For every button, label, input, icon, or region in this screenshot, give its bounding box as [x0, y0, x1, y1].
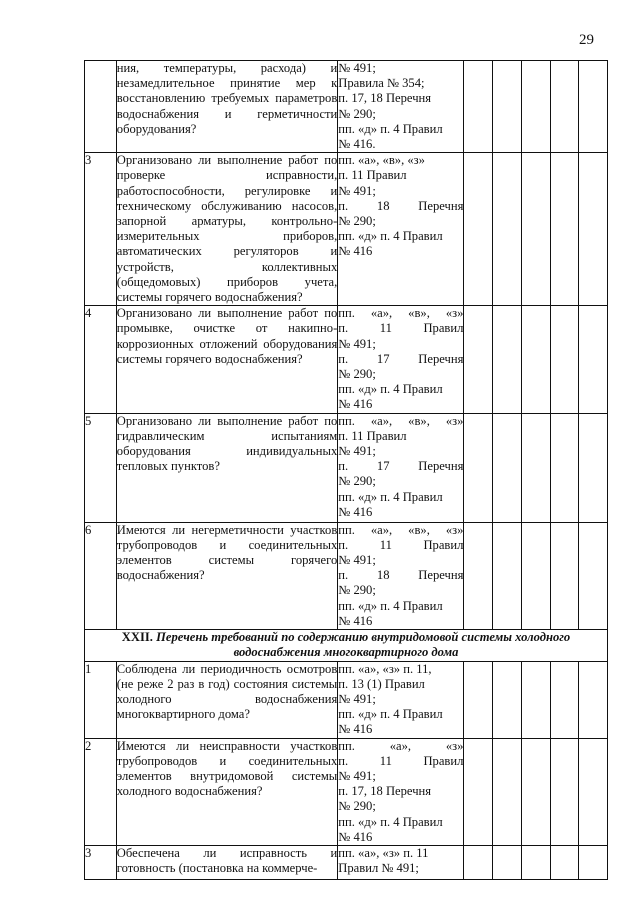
reference-token: п. 13 (1) Правил — [338, 676, 425, 691]
reference-token: пп. «д» п. 4 Правил — [338, 598, 443, 613]
reference-line — [338, 352, 463, 367]
reference-token: пп. — [338, 306, 355, 321]
section-title: Перечень требований по содержанию внутридомовой системы холодного водоснабжения многоквартирного дома — [156, 630, 571, 660]
answer-cell[interactable] — [464, 153, 493, 306]
legal-reference — [338, 522, 464, 629]
answer-cell[interactable] — [550, 153, 579, 306]
reference-token: «з» — [445, 306, 464, 321]
reference-token: 11 — [379, 537, 392, 552]
reference-line — [338, 677, 463, 692]
reference-line — [338, 153, 463, 168]
legal-reference — [338, 153, 464, 306]
reference-token: № 491; — [338, 691, 376, 706]
item-number: 3 — [85, 845, 117, 879]
item-number: 1 — [85, 661, 117, 738]
reference-token: № 491; — [338, 61, 376, 75]
reference-line — [338, 76, 463, 91]
reference-token: «в», — [408, 306, 430, 321]
answer-cell[interactable] — [464, 661, 493, 738]
reference-line — [338, 367, 463, 382]
reference-token: пп. «д» п. 4 Правил — [338, 707, 443, 722]
reference-line — [338, 830, 463, 845]
table-row — [85, 413, 608, 522]
reference-token: пп. — [338, 413, 355, 428]
reference-line — [338, 137, 463, 152]
reference-line — [338, 739, 463, 754]
answer-cell[interactable] — [521, 661, 550, 738]
reference-line — [338, 769, 463, 784]
legal-reference — [338, 413, 464, 522]
legal-reference — [338, 845, 464, 879]
reference-token: Правил — [423, 753, 464, 768]
reference-token: Правил — [423, 321, 464, 336]
item-number: 5 — [85, 413, 117, 522]
reference-line — [338, 459, 463, 474]
reference-line — [338, 429, 463, 444]
answer-cell[interactable] — [464, 306, 493, 413]
legal-reference — [338, 61, 464, 153]
answer-cell[interactable] — [550, 738, 579, 845]
reference-line — [338, 199, 463, 214]
reference-token: п. — [338, 321, 349, 336]
reference-token: п. 17, 18 Перечня — [338, 91, 432, 106]
reference-token: 17 — [376, 351, 390, 366]
requirement-question: Организовано ли выполнение работ по промывке, очистке от накипно-коррозионных отложений оборудования системы горячего водоснабжения? — [116, 306, 338, 413]
reference-token: пп. «а», «з» п. 11 — [338, 845, 429, 860]
reference-token: «а», — [370, 306, 393, 321]
requirement-question: Организовано ли выполнение работ по проверке исправности, работоспособности, регулировке и техническому обслуживанию насосов, запорной арматуры, контрольно-измерительных приборов, автоматических регуляторов и устройств, коллективных (общедомовых) приборов учета, системы горячего водоснабжения? — [116, 153, 338, 305]
answer-cell[interactable] — [579, 413, 608, 522]
reference-line — [338, 815, 463, 830]
answer-cell[interactable] — [493, 845, 522, 879]
reference-token: 17 — [376, 459, 390, 474]
reference-token: № 491; — [338, 768, 376, 783]
table-row — [85, 661, 608, 738]
reference-line — [338, 61, 463, 76]
reference-token: п. — [338, 537, 349, 552]
answer-cell[interactable] — [550, 413, 579, 522]
reference-token: № 416 — [338, 613, 373, 628]
answer-cell[interactable] — [493, 413, 522, 522]
reference-token: пп. «д» п. 4 Правил — [338, 121, 443, 136]
answer-cell[interactable] — [464, 738, 493, 845]
reference-token: п. — [338, 351, 349, 366]
reference-token: пп. — [338, 522, 355, 537]
reference-line — [338, 568, 463, 583]
reference-line — [338, 168, 463, 183]
reference-token: «з» — [445, 522, 464, 537]
reference-token: «з» — [445, 738, 464, 753]
table-row — [85, 306, 608, 413]
reference-token: «в», — [408, 522, 430, 537]
reference-line — [338, 861, 463, 876]
reference-token: п. — [338, 459, 349, 474]
answer-cell[interactable] — [550, 522, 579, 629]
reference-line — [338, 707, 463, 722]
reference-token: № 416 — [338, 829, 373, 844]
table-row — [85, 153, 608, 306]
reference-line — [338, 397, 463, 412]
reference-token: «в», — [408, 413, 430, 428]
reference-token: Перечня — [418, 459, 464, 474]
page-number: 29 — [579, 32, 594, 48]
answer-cell[interactable] — [550, 61, 579, 153]
answer-cell[interactable] — [521, 738, 550, 845]
answer-cell[interactable] — [521, 306, 550, 413]
reference-line — [338, 523, 463, 538]
table-row — [85, 522, 608, 629]
reference-token: № 290; — [338, 474, 376, 489]
answer-cell[interactable] — [579, 661, 608, 738]
reference-token: № 290; — [338, 106, 376, 121]
reference-token: № 491; — [338, 336, 376, 351]
checklist-table — [84, 60, 608, 880]
legal-reference — [338, 306, 464, 413]
requirement-question: Соблюдена ли периодичность осмотров (не реже 2 раз в год) состояния системы холодного водоснабжения многоквартирного дома? — [116, 661, 338, 738]
answer-cell[interactable] — [550, 845, 579, 879]
requirement-question: Имеются ли неисправности участков трубопроводов и соединительных элементов внутридомовой системы холодного водоснабжения? — [116, 738, 338, 845]
reference-line — [338, 321, 463, 336]
reference-token: № 290; — [338, 583, 376, 598]
table-row — [85, 738, 608, 845]
reference-token: п. 17, 18 Перечня — [338, 784, 432, 799]
reference-line — [338, 784, 463, 799]
reference-line — [338, 474, 463, 489]
legal-reference — [338, 738, 464, 845]
section-number: XXII. — [121, 630, 153, 645]
reference-token: п. 11 Правил — [338, 168, 407, 183]
answer-cell[interactable] — [493, 153, 522, 306]
reference-token: пп. «а», «в», «з» — [338, 153, 425, 168]
reference-token: пп. «д» п. 4 Правил — [338, 382, 443, 397]
reference-token: Правил — [423, 537, 464, 552]
reference-line — [338, 538, 463, 553]
reference-line — [338, 722, 463, 737]
reference-token: 11 — [379, 753, 392, 768]
reference-token: п. — [338, 198, 349, 213]
reference-token: № 491; — [338, 553, 376, 568]
answer-cell[interactable] — [521, 153, 550, 306]
reference-token: 18 — [376, 568, 390, 583]
reference-token: п. 11 Правил — [338, 428, 407, 443]
answer-cell[interactable] — [579, 61, 608, 153]
reference-token: Перечня — [418, 568, 464, 583]
answer-cell[interactable] — [550, 306, 579, 413]
reference-token: пп. «д» п. 4 Правил — [338, 229, 443, 244]
reference-line — [338, 91, 463, 106]
section-row — [85, 630, 608, 661]
checklist-rows-top — [85, 61, 608, 630]
reference-line — [338, 692, 463, 707]
reference-token: Правил № 491; — [338, 861, 419, 876]
reference-line — [338, 122, 463, 137]
answer-cell[interactable] — [464, 413, 493, 522]
reference-token: «з» — [445, 413, 464, 428]
reference-line — [338, 306, 463, 321]
reference-token: пп. — [338, 738, 355, 753]
reference-line — [338, 599, 463, 614]
reference-token: № 290; — [338, 799, 376, 814]
reference-line — [338, 184, 463, 199]
answer-cell[interactable] — [579, 522, 608, 629]
reference-line — [338, 382, 463, 397]
answer-cell[interactable] — [521, 522, 550, 629]
item-number: 3 — [85, 153, 117, 306]
reference-token: «а», — [389, 738, 412, 753]
requirement-question: Организовано ли выполнение работ по гидравлическим испытаниям оборудования индивидуальных тепловых пунктов? — [116, 413, 338, 522]
reference-token: № 416 — [338, 244, 373, 259]
reference-token: п. — [338, 568, 349, 583]
reference-line — [338, 490, 463, 505]
reference-token: № 290; — [338, 367, 376, 382]
reference-line — [338, 505, 463, 520]
reference-token: пп. «а», «з» п. 11, — [338, 661, 432, 676]
table-row — [85, 61, 608, 153]
reference-line — [338, 107, 463, 122]
reference-token: Правила № 354; — [338, 76, 425, 91]
reference-token: № 416 — [338, 504, 373, 519]
reference-token: пп. «д» п. 4 Правил — [338, 814, 443, 829]
reference-line — [338, 229, 463, 244]
reference-token: Перечня — [418, 198, 464, 213]
answer-cell[interactable] — [493, 738, 522, 845]
answer-cell[interactable] — [579, 306, 608, 413]
reference-token: 11 — [379, 321, 392, 336]
reference-line — [338, 662, 463, 677]
reference-line — [338, 846, 463, 861]
table-row — [85, 845, 608, 879]
answer-cell[interactable] — [550, 661, 579, 738]
reference-token: пп. «д» п. 4 Правил — [338, 489, 443, 504]
reference-line — [338, 244, 463, 259]
requirement-question: ния, температуры, расхода) и незамедлительное принятие мер к восстановлению требуемых параметров водоснабжения и герметичности оборудования? — [116, 61, 338, 153]
requirement-question: Имеются ли негерметичности участков трубопроводов и соединительных элементов системы горячего водоснабжения? — [116, 522, 338, 629]
answer-cell[interactable] — [493, 522, 522, 629]
answer-cell[interactable] — [493, 306, 522, 413]
answer-cell[interactable] — [464, 845, 493, 879]
reference-token: п. — [338, 753, 349, 768]
reference-line — [338, 583, 463, 598]
answer-cell[interactable] — [464, 522, 493, 629]
answer-cell[interactable] — [493, 61, 522, 153]
legal-reference — [338, 661, 464, 738]
answer-cell[interactable] — [579, 153, 608, 306]
reference-token: Перечня — [418, 351, 464, 366]
answer-cell[interactable] — [493, 661, 522, 738]
answer-cell[interactable] — [579, 738, 608, 845]
requirement-question: Обеспечена ли исправность и готовность (постановка на коммерче- — [116, 845, 338, 879]
item-number — [85, 61, 117, 153]
reference-line — [338, 799, 463, 814]
reference-token: 18 — [376, 198, 390, 213]
checklist-rows-bottom — [85, 661, 608, 879]
reference-token: № 491; — [338, 183, 376, 198]
reference-line — [338, 754, 463, 769]
section-heading — [85, 630, 608, 661]
reference-line — [338, 337, 463, 352]
answer-cell[interactable] — [464, 61, 493, 153]
reference-line — [338, 553, 463, 568]
item-number: 6 — [85, 522, 117, 629]
item-number: 2 — [85, 738, 117, 845]
reference-token: «а», — [370, 522, 393, 537]
reference-line — [338, 614, 463, 629]
reference-token: № 416 — [338, 722, 373, 737]
reference-token: № 290; — [338, 214, 376, 229]
answer-cell[interactable] — [579, 845, 608, 879]
section-header — [85, 630, 608, 661]
reference-line — [338, 444, 463, 459]
reference-token: «а», — [370, 413, 393, 428]
reference-line — [338, 414, 463, 429]
reference-token: № 416 — [338, 397, 373, 412]
reference-line — [338, 214, 463, 229]
answer-cell[interactable] — [521, 845, 550, 879]
item-number: 4 — [85, 306, 117, 413]
answer-cell[interactable] — [521, 61, 550, 153]
reference-token: № 416. — [338, 137, 376, 152]
reference-token: № 491; — [338, 444, 376, 459]
answer-cell[interactable] — [521, 413, 550, 522]
